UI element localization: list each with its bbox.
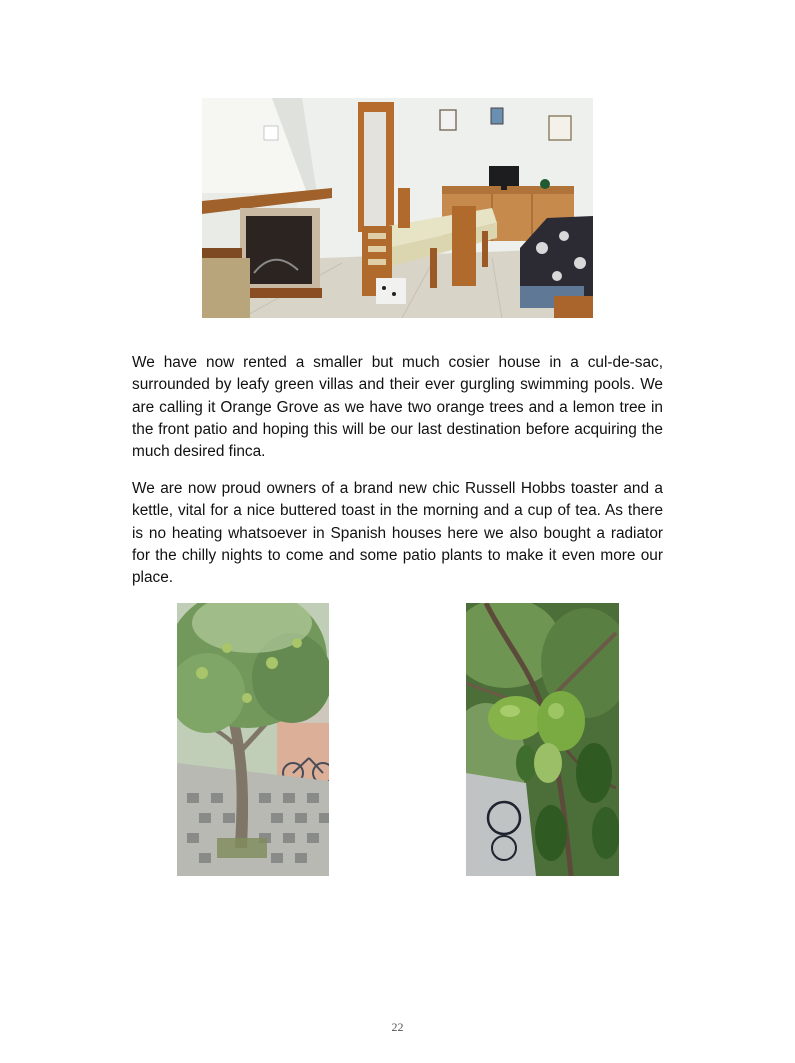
body-paragraph-2: We are now proud owners of a brand new chic Russell Hobbs toaster and a kettle, vital for a nice buttered toast in the morning and a cup of tea. As there is no heating whatsoever in Spanish houses here we also bought a radiator for the chilly nights to come and some patio plants to make it even more our place. [132, 480, 663, 587]
page-number: 22 [391, 1020, 404, 1034]
living-room-photo [202, 98, 593, 318]
orange-tree-photo [177, 603, 329, 876]
body-paragraph-1: We have now rented a smaller but much cosier house in a cul-de-sac, surrounded by leafy green villas and their ever gurgling swimming pools. We are calling it Orange Grove as we have two orange trees and a lemon tree in the front patio and hoping this will be our last destination before acquiring the much desired finca. [132, 354, 663, 461]
lemon-tree-photo [466, 603, 619, 876]
